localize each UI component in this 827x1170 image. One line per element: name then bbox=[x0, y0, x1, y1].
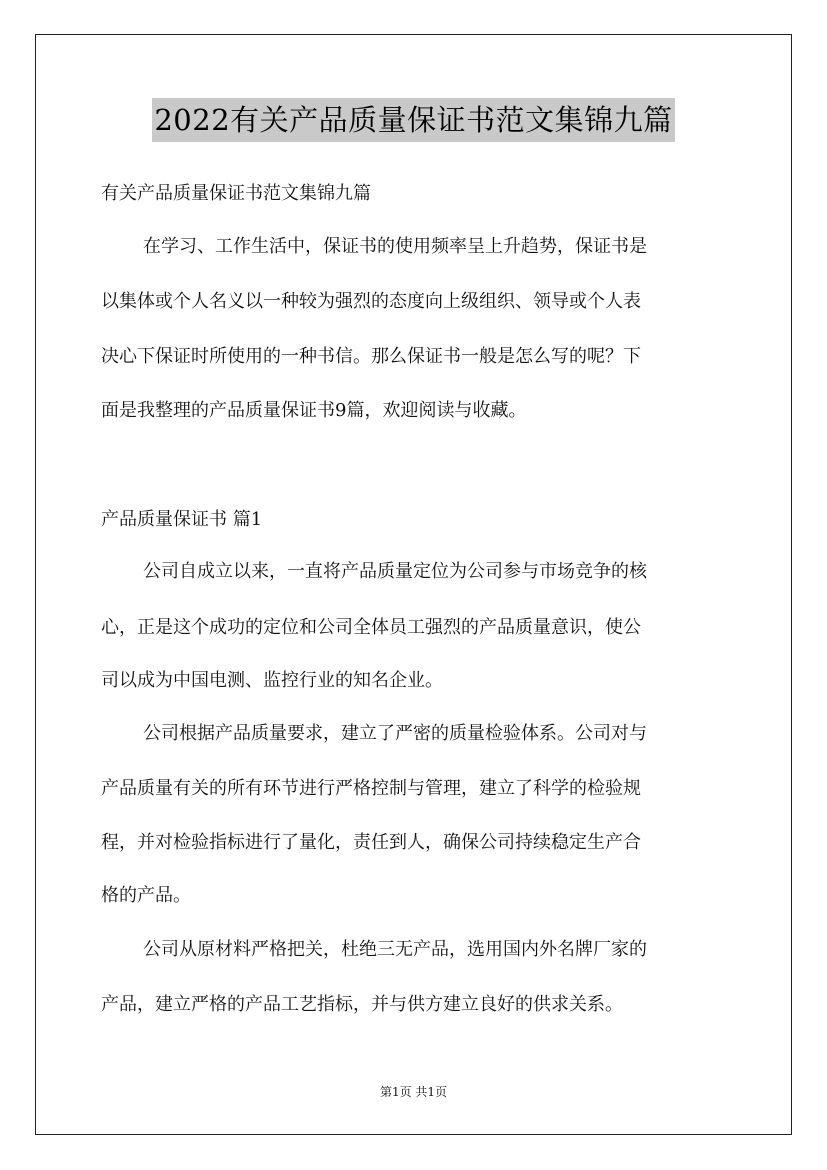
para2-line-4: 格的产品。 bbox=[101, 885, 191, 906]
para2-line-1: 公司根据产品质量要求，建立了严密的质量检验体系。公司对与 bbox=[143, 723, 647, 744]
intro-line-4: 面是我整理的产品质量保证书9篇，欢迎阅读与收藏。 bbox=[101, 400, 527, 421]
para1-line-3: 司以成为中国电测、监控行业的知名企业。 bbox=[101, 670, 443, 691]
para3-line-1: 公司从原材料严格把关，杜绝三无产品，选用国内外名牌厂家的 bbox=[143, 939, 647, 960]
para2-line-2: 产品质量有关的所有环节进行严格控制与管理，建立了科学的检验规 bbox=[101, 778, 641, 799]
para3-line-2: 产品，建立严格的产品工艺指标，并与供方建立良好的供求关系。 bbox=[101, 994, 623, 1015]
page-number: 第1页 共1页 bbox=[379, 1085, 448, 1099]
intro-line-2: 以集体或个人名义以一种较为强烈的态度向上级组织、领导或个人表 bbox=[101, 291, 641, 312]
document-subtitle: 有关产品质量保证书范文集锦九篇 bbox=[101, 183, 371, 204]
document-title: 2022有关产品质量保证书范文集锦九篇 bbox=[152, 98, 674, 142]
para2-line-3: 程，并对检验指标进行了量化，责任到人，确保公司持续稳定生产合 bbox=[101, 832, 641, 853]
intro-line-3: 决心下保证时所使用的一种书信。那么保证书一般是怎么写的呢？下 bbox=[101, 346, 641, 367]
title-container bbox=[0, 98, 827, 142]
para1-line-1: 公司自成立以来，一直将产品质量定位为公司参与市场竞争的核 bbox=[143, 561, 647, 582]
intro-line-1: 在学习、工作生活中，保证书的使用频率呈上升趋势，保证书是 bbox=[143, 236, 647, 257]
section-heading: 产品质量保证书 篇1 bbox=[101, 509, 263, 530]
para1-line-2: 心，正是这个成功的定位和公司全体员工强烈的产品质量意识，使公 bbox=[101, 617, 641, 638]
